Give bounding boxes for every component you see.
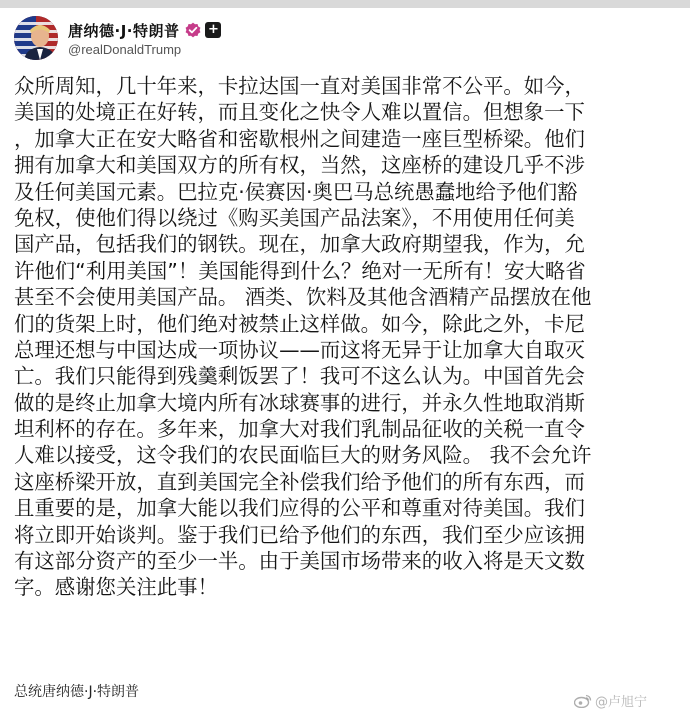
verified-badge-icon — [185, 22, 201, 38]
top-edge-strip — [0, 0, 690, 8]
post-line: 免权，使他们得以绕过《购买美国产品法案》，不用使用任何美 — [14, 205, 575, 230]
plus-badge-icon[interactable]: + — [205, 22, 221, 38]
post-header — [14, 14, 221, 62]
post-line: 们的货架上时，他们绝对被禁止这样做。如今，除此之外，卡尼 — [14, 311, 585, 336]
post-line: 及任何美国元素。巴拉克·侯赛因·奥巴马总统愚蠢地给予他们豁 — [14, 179, 578, 204]
post-line: 拥有加拿大和美国双方的所有权，当然，这座桥的建设几乎不涉 — [14, 153, 585, 178]
post-line: 将立即开始谈判。鉴于我们已给予他们的东西，我们至少应该拥 — [14, 522, 585, 547]
post-line: 字。感谢您关注此事！ — [14, 575, 218, 600]
post-line: 亡。我们只能得到残羹剩饭罢了！我可不这么认为。中国首先会 — [14, 364, 585, 389]
post-line: 坦利杯的存在。多年来，加拿大对我们乳制品征收的关税一直令 — [14, 417, 585, 442]
weibo-logo-icon — [574, 694, 592, 708]
post-line: 这座桥梁开放，直到美国完全补偿我们给予他们的所有东西，而 — [14, 469, 585, 494]
post-line: 许他们“利用美国”！美国能得到什么？绝对一无所有！安大略省 — [14, 258, 586, 283]
post-line: 美国的处境正在好转，而且变化之快令人难以置信。但想象一下 — [14, 100, 585, 125]
watermark-text: @卢旭宁 — [595, 695, 648, 710]
post-line: 有这部分资产的至少一半。由于美国市场带来的收入将是天文数 — [14, 549, 585, 574]
post-line: 甚至不会使用美国产品。 酒类、饮料及其他含酒精产品摆放在他 — [14, 285, 592, 310]
post-line: 人难以接受，这令我们的农民面临巨大的财务风险。 我不会允许 — [14, 443, 592, 468]
post-line: 国产品，包括我们的钢铁。现在，加拿大政府期望我，作为，允 — [14, 232, 585, 257]
signature: 总统唐纳德·J·特朗普 — [14, 684, 140, 700]
post-line: 众所周知，几十年来，卡拉达国一直对美国非常不公平。如今， — [14, 74, 585, 98]
post-line: 且重要的是，加拿大能以我们应得的公平和尊重对待美国。我们 — [14, 496, 585, 521]
avatar-image — [14, 16, 58, 60]
post-body — [14, 73, 674, 601]
handle[interactable]: @realDonaldTrump — [68, 42, 182, 57]
post-line: 做的是终止加拿大境内所有冰球赛事的进行，并永久性地取消斯 — [14, 390, 585, 415]
display-name[interactable]: 唐纳德·J·特朗普 — [68, 21, 180, 40]
post-line: 总理还想与中国达成一项协议——而这将无异于让加拿大自取灭 — [14, 337, 585, 362]
avatar[interactable] — [14, 16, 58, 60]
post-line: ，加拿大正在安大略省和密歇根州之间建造一座巨型桥梁。他们 — [14, 126, 585, 151]
watermark — [574, 691, 647, 710]
